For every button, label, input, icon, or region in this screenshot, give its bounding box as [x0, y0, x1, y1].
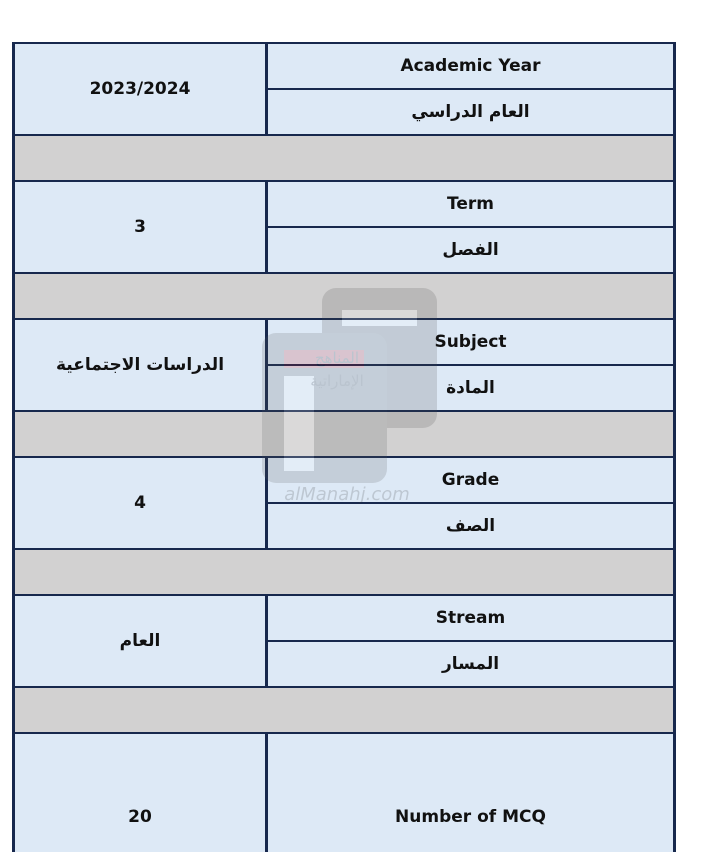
- mcq-count-labels: [265, 734, 676, 852]
- grade-labels: [265, 458, 676, 548]
- grade-label-ar: الصف: [268, 502, 673, 548]
- academic-year-label-en: Academic Year: [268, 44, 673, 88]
- separator: [12, 548, 676, 594]
- stream-value: العام: [12, 596, 265, 686]
- separator: [12, 272, 676, 318]
- row-stream: [12, 594, 676, 686]
- row-grade: [12, 456, 676, 548]
- academic-year-label-ar: العام الدراسي: [268, 88, 673, 134]
- row-term: [12, 180, 676, 272]
- grade-value: 4: [12, 458, 265, 548]
- subject-labels: [265, 320, 676, 410]
- separator: [12, 686, 676, 732]
- stream-labels: [265, 596, 676, 686]
- subject-value: الدراسات الاجتماعية: [12, 320, 265, 410]
- row-subject: [12, 318, 676, 410]
- term-label-en: Term: [268, 182, 673, 226]
- stream-label-ar: المسار: [268, 640, 673, 686]
- mcq-count-label-en: Number of MCQ: [268, 734, 673, 852]
- subject-label-en: Subject: [268, 320, 673, 364]
- term-labels: [265, 182, 676, 272]
- term-value: 3: [12, 182, 265, 272]
- mcq-count-value: 20: [12, 734, 265, 852]
- stream-label-en: Stream: [268, 596, 673, 640]
- info-table: [12, 42, 676, 852]
- grade-label-en: Grade: [268, 458, 673, 502]
- separator: [12, 410, 676, 456]
- subject-label-ar: المادة: [268, 364, 673, 410]
- term-label-ar: الفصل: [268, 226, 673, 272]
- academic-year-labels: [265, 44, 676, 134]
- academic-year-value: 2023/2024: [12, 44, 265, 134]
- row-mcq-count: [12, 732, 676, 852]
- separator: [12, 134, 676, 180]
- row-academic-year: [12, 42, 676, 134]
